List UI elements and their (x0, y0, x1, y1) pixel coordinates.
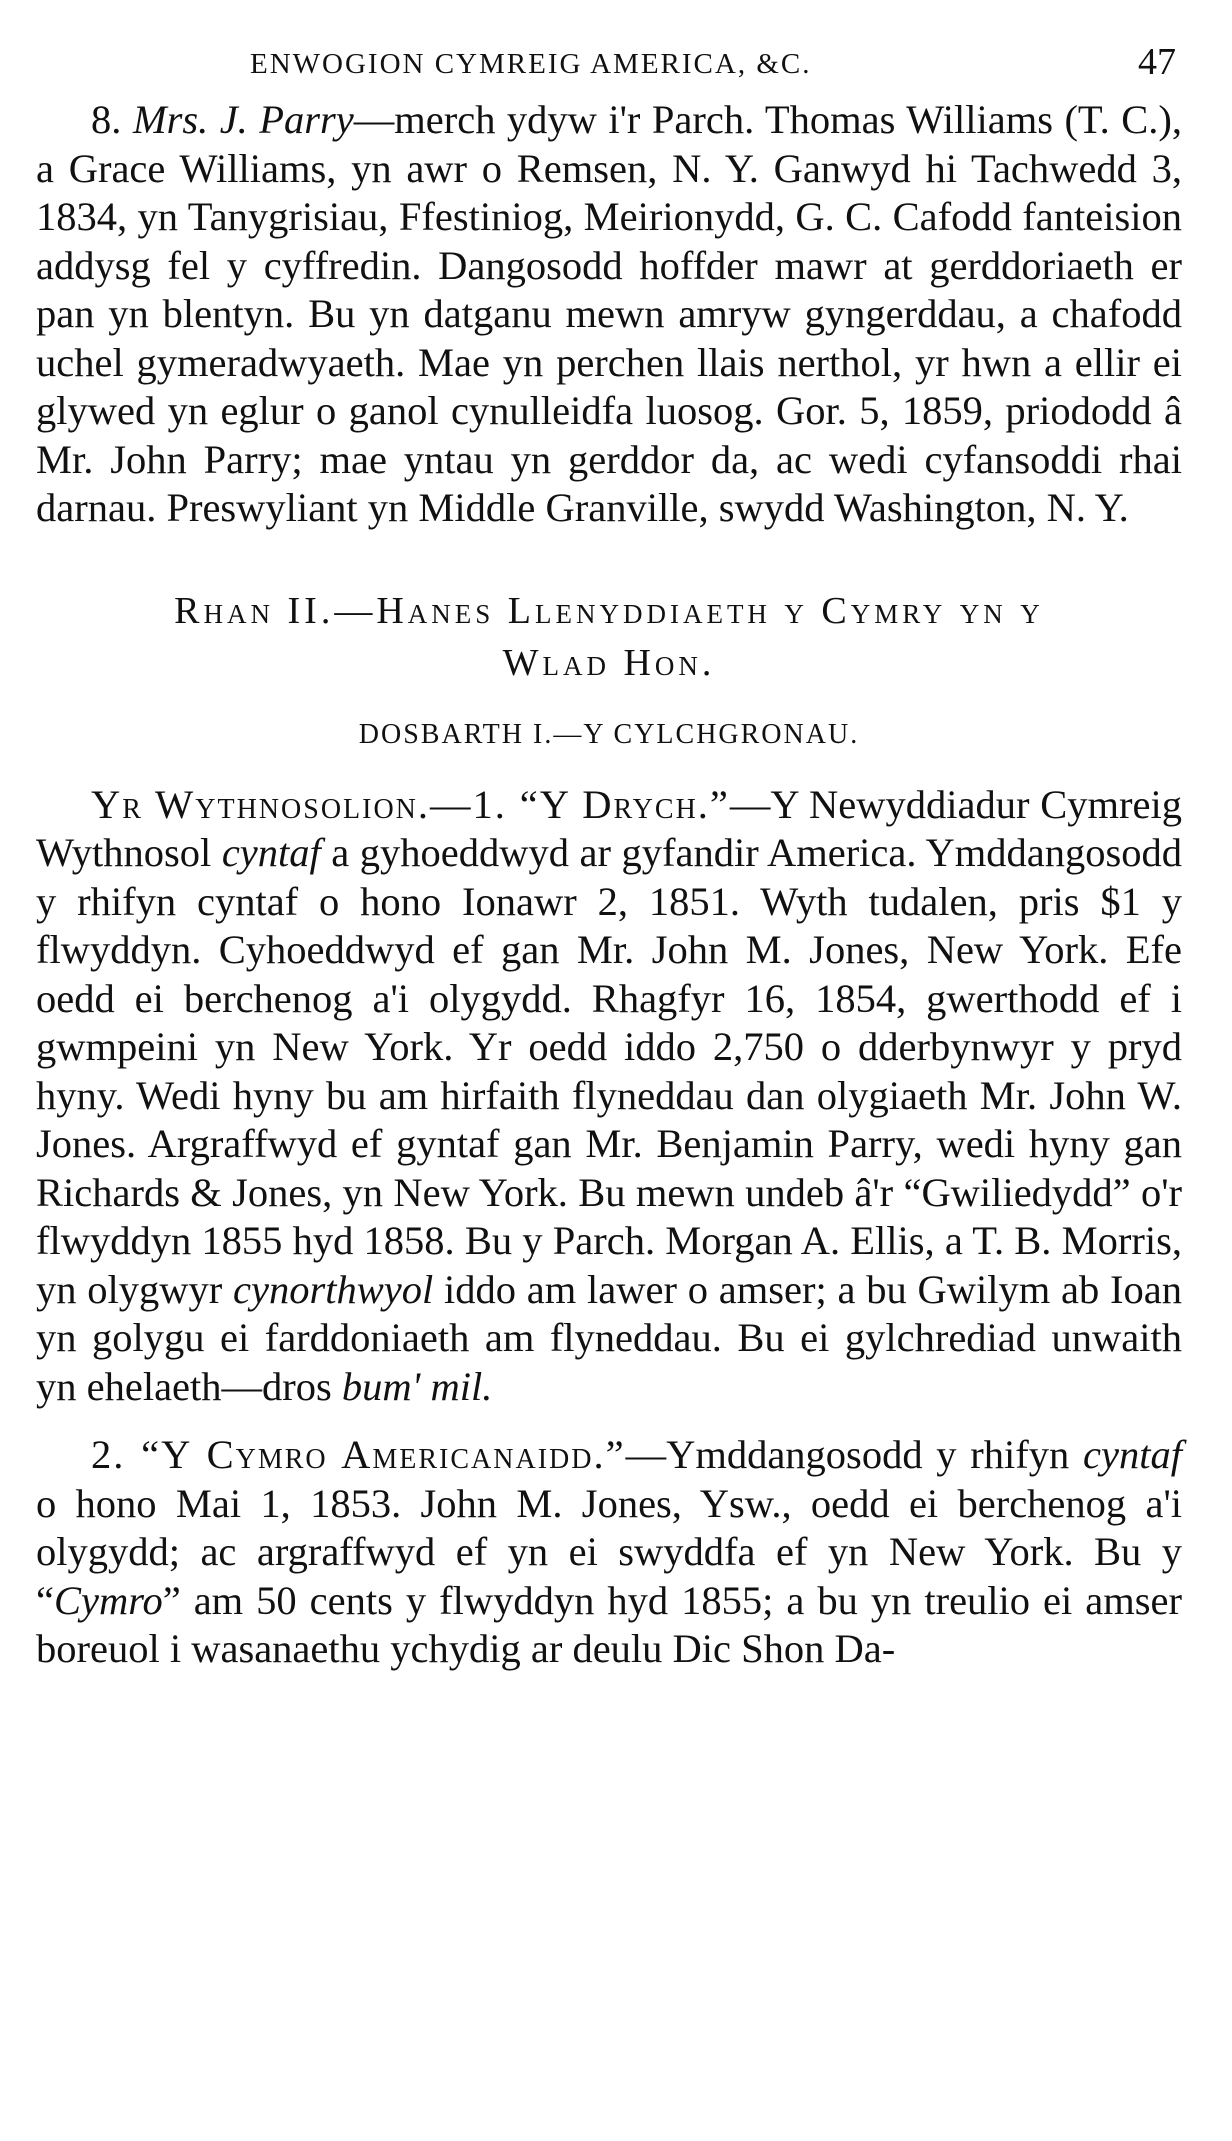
section-heading-line: Wlad Hon. (502, 641, 716, 684)
entry-paragraph (36, 96, 1182, 533)
paragraph-text: ” am 50 cents y flwyddyn hyd 1855; a bu yn treulio ei amser boreuol i wasanaethu ychydig ar deulu Dic Shon Da- (36, 1577, 1182, 1671)
paragraph-text: —Ymddangosodd y rhifyn (625, 1432, 1084, 1477)
paragraph-text: —Y Newyddiadur Cymreig Wythnosol (36, 781, 1182, 875)
entry-name: Mrs. J. Parry (132, 97, 354, 142)
body-paragraph (36, 1431, 1182, 1674)
emphasis: Cymro (53, 1577, 163, 1623)
paragraph-text: a gyhoeddwyd ar gyfandir America. Ymddangosodd y rhifyn cyntaf o hono Ionawr 2, 1851. Wyth tudalen, pris $1 y flwyddyn. Cyhoeddwyd ef gan Mr. John M. Jones, New York. Efe oedd ei berchenog a'i olygydd. Rhagfyr 16, 1854, gwerthodd ef i gwmpeini yn New York. Yr oedd iddo 2,750 o dderbynwyr y pryd hyny. Wedi hyny bu am hirfaith flyneddau dan olygiaeth Mr. John W. Jones. Argraffwyd ef gyntaf gan Mr. Benjamin Parry, wedi hyny gan Richards & Jones, yn New York. Bu mewn undeb â'r “Gwiliedydd” o'r flwyddyn 1855 hyd 1858. Bu y Parch. Morgan A. Ellis, a T. B. Morris, yn olygwyr (36, 830, 1183, 1312)
paragraph-lead: Yr Wythnosolion.—1. “Y Drych.” (91, 781, 730, 827)
section-heading (36, 585, 1182, 689)
body-paragraph (36, 781, 1182, 1412)
running-title: ENWOGION CYMREIG AMERICA, &C. (250, 48, 812, 80)
subsection-heading: DOSBARTH I.—Y CYLCHGRONAU. (358, 718, 860, 750)
paragraph-text: iddo am lawer o amser; a bu Gwilym ab Ioan yn golygu ei farddoniaeth am flyneddau. Bu ei gylchrediad unwaith yn ehelaeth—dros (36, 1266, 1182, 1409)
paragraph-text: o hono Mai 1, 1853. John M. Jones, Ysw., oedd ei berchenog a'i olygydd; ac argraffwyd ef yn ei swyddfa ef yn New York. Bu y “ (36, 1480, 1182, 1623)
emphasis: cyntaf (221, 830, 321, 875)
emphasis: cyntaf (1083, 1432, 1182, 1477)
emphasis: bum' mil. (341, 1363, 493, 1409)
page-number: 47 (1138, 41, 1176, 83)
emphasis: cynorthwyol (233, 1266, 434, 1312)
paragraph-lead: 2. “Y Cymro Americanaidd.” (91, 1432, 626, 1477)
entry-number: 8. (91, 97, 122, 142)
entry-text: —merch ydyw i'r Parch. Thomas Williams (T. C.), a Grace Williams, yn awr o Remsen, N. Y. Ganwyd hi Tachwedd 3, 1834, yn Tanygrisiau, Ffestiniog, Meirionydd, G. C. Cafodd fanteision addysg fel y cyffredin. Dangosodd hoffder mawr at gerddoriaeth er pan yn blentyn. Bu yn datganu mewn amryw gyngerddau, a chafodd uchel gymeradwyaeth. Mae yn perchen llais nerthol, yr hwn a ellir ei glywed yn eglur o ganol cynulleidfa luosog. Gor. 5, 1859, priododd â Mr. John Parry; mae yntau yn gerddor da, ac wedi cyfansoddi rhai darnau. Preswyliant yn Middle Granville, swydd Washington, N. Y. (36, 97, 1183, 530)
running-header (36, 40, 1182, 96)
section-heading-line: Rhan II.—Hanes Llenyddiaeth y Cymry yn y (174, 589, 1044, 632)
